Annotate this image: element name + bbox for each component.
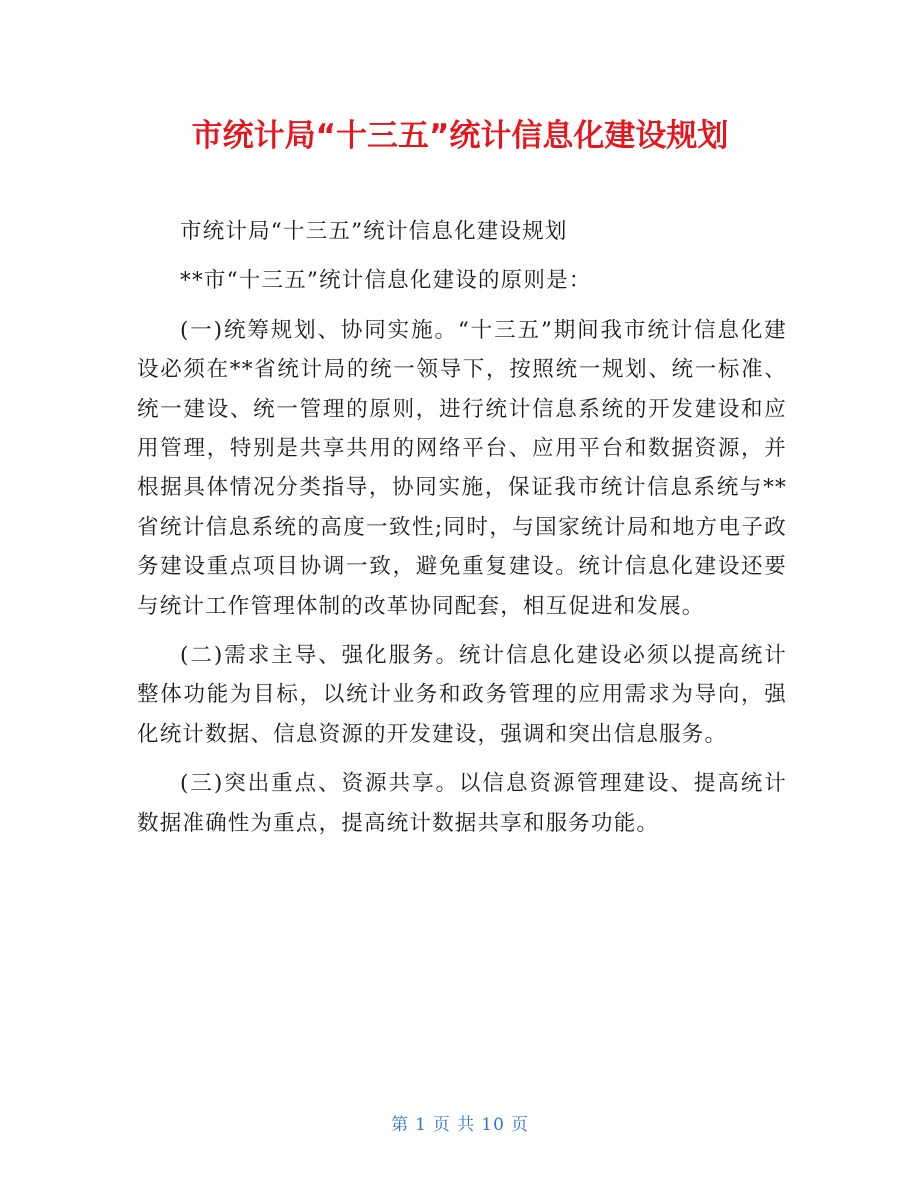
page-label-prefix: 第 <box>391 1115 410 1135</box>
page-label-mid: 页 共 <box>432 1115 476 1135</box>
document-title: 市统计局“十三五”统计信息化建设规划 <box>191 118 729 154</box>
total-pages-number: 10 <box>481 1115 505 1135</box>
body-paragraph-principles-intro: **市“十三五”统计信息化建设的原则是： <box>180 268 592 294</box>
page-footer <box>0 1112 920 1138</box>
document-body <box>137 212 787 843</box>
body-paragraph-principle-2: (二)需求主导、强化服务。统计信息化建设必须以提高统计整体功能为目标，以统计业务和政务管理的应用需求为导向，强化统计数据、信息资源的开发建设，强调和突出信息服务。 <box>137 643 787 747</box>
body-paragraph-principle-3: (三)突出重点、资源共享。以信息资源管理建设、提高统计数据准确性为重点，提高统计数据共享和服务功能。 <box>137 771 787 836</box>
body-paragraph-heading: 市统计局“十三五”统计信息化建设规划 <box>180 219 568 244</box>
body-paragraph-principle-1: (一)统筹规划、协同实施。“十三五”期间我市统计信息化建设必须在**省统计局的统一领导下，按照统一规划、统一标准、统一建设、统一管理的原则，进行统计信息系统的开发建设和应用管理，特别是共享共用的网络平台、应用平台和数据资源，并根据具体情况分类指导，协同实施，保证我市统计信息系统与**省统计信息系统的高度一致性;同时，与国家统计局和地方电子政务建设重点项目协调一致，避免重复建设。统计信息化建设还要与统计工作管理体制的改革协同配套，相互促进和发展。 <box>137 317 787 619</box>
page-label-suffix: 页 <box>510 1115 529 1135</box>
current-page-number: 1 <box>415 1115 427 1135</box>
